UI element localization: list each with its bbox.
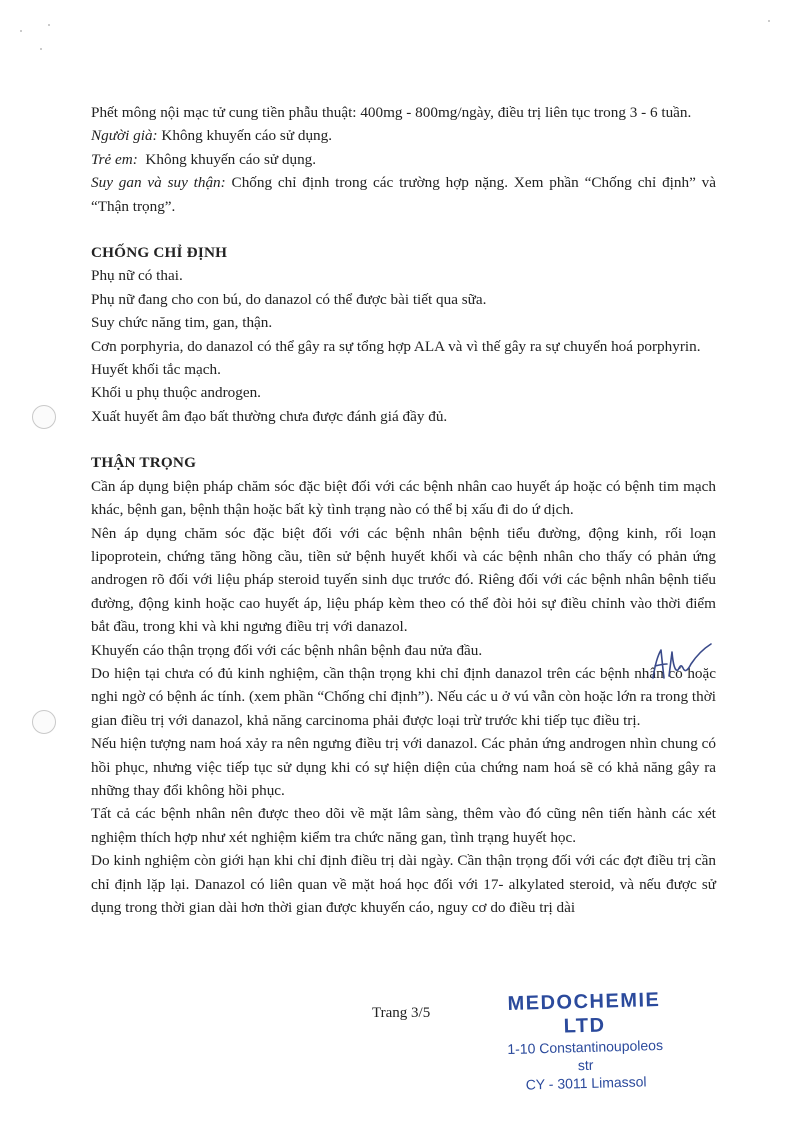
precaution-paragraph: Nếu hiện tượng nam hoá xảy ra nên ngưng điều trị với danazol. Các phản ứng androgen nhìn chung có hồi phục, nhưng việc tiếp tục sử dụng khi có sự hiện diện của chứng nam hoá sẽ có khả năng gây ra những thay đổi không hồi phục. [91, 735, 716, 799]
children-dosage [91, 148, 716, 171]
contraindication-item: Huyết khối tắc mạch. [91, 361, 221, 379]
liver-kidney-dosage [91, 171, 716, 218]
contraindication-item: Cơn porphyria, do danazol có thể gây ra sự tổng hợp ALA và vì thế gây ra sự chuyển hoá porphyrin. [91, 337, 701, 355]
contraindication-item: Suy chức năng tim, gan, thận. [91, 314, 273, 332]
elderly-text: Không khuyến cáo sử dụng. [157, 127, 333, 145]
company-stamp [499, 988, 672, 1094]
precaution-paragraph: Do kinh nghiệm còn giới hạn khi chỉ định điều trị dài ngày. Cần thận trọng đối với các đợt điều trị cần chỉ định lặp lại. Danazol có liên quan về mặt hoá học đối với 17- alkylated steroid, và nếu được sử dụng trong thời gian dài hơn thời gian được khuyến cáo, nguy cơ do điều trị dài [91, 852, 716, 916]
dosage-line: Phết mông nội mạc tử cung tiền phẫu thuật: 400mg - 800mg/ngày, điều trị liên tục trong 3 - 6 tuần. [91, 104, 692, 121]
precaution-paragraph: Do hiện tại chưa có đủ kinh nghiệm, cần thận trọng khi chỉ định danazol trên các bệnh nhân có hoặc nghi ngờ có bệnh ác tính. (xem phần “Chống chỉ định”). Nếu các u ở vú vẫn còn hoặc lớn ra trong thời gian điều trị với danazol, khả năng carcinoma phải được loại trừ trước khi tiếp tục điều trị. [91, 664, 716, 729]
contraindication-item: Phụ nữ có thai. [91, 267, 183, 285]
scan-speck [48, 24, 50, 26]
contraindication-item: Xuất huyết âm đạo bất thường chưa được đánh giá đầy đủ. [91, 407, 448, 425]
stamp-address-line1: 1-10 Constantinoupoleos str [507, 1036, 664, 1074]
document-body [91, 101, 716, 919]
liver-label: Suy gan và suy thận: [91, 174, 226, 192]
precaution-paragraph: Nên áp dụng chăm sóc đặc biệt đối với các bệnh nhân bệnh tiểu đường, động kinh, rối loạn lipoprotein, chứng tăng hồng cầu, tiền sử bệnh huyết khối và các bệnh nhân cho thấy có phản ứng androgen rõ đối với liệu pháp steroid tuyến sinh dục trước đó. Riêng đối với các bệnh nhân bệnh tiểu đường, động kinh hoặc cao huyết áp, liệu pháp kèm theo có thể đòi hỏi sự điều chỉnh vào thời điểm bắt đầu, trong khi và khi ngưng điều trị với danazol. [91, 524, 716, 636]
precautions-heading: THẬN TRỌNG [91, 454, 197, 472]
precaution-paragraph: Tất cả các bệnh nhân nên được theo dõi về mặt lâm sàng, thêm vào đó cũng nên tiến hành các xét nghiệm thích hợp như xét nghiệm kiểm tra chức năng gan, tình trạng huyết học. [91, 805, 716, 846]
punch-hole-bottom [32, 710, 56, 734]
contraindication-item: Phụ nữ đang cho con bú, do danazol có thể được bài tiết qua sữa. [91, 290, 487, 308]
contraindication-item: Khối u phụ thuộc androgen. [91, 384, 261, 402]
contraindications-heading: CHỐNG CHỈ ĐỊNH [91, 244, 228, 262]
scan-speck [40, 48, 42, 50]
handwritten-signature [645, 640, 715, 685]
scan-speck [20, 30, 22, 32]
punch-hole-top [32, 405, 56, 429]
children-label: Trẻ em: [91, 150, 138, 168]
elderly-label: Người già: [91, 127, 158, 145]
page-number: Trang 3/5 [372, 1005, 431, 1021]
children-text: Không khuyến cáo sử dụng. [137, 150, 317, 168]
liver-text: Chống chỉ định trong các trường hợp nặng. Xem phần “Chống chỉ định” và “Thận trọng”. [91, 174, 716, 215]
precaution-paragraph: Khuyến cáo thận trọng đối với các bệnh nhân bệnh đau nửa đầu. [91, 641, 483, 659]
stamp-company-name: MEDOCHEMIE LTD [507, 989, 661, 1038]
scan-speck [768, 20, 770, 22]
elderly-dosage [91, 124, 716, 147]
stamp-address-line2: CY - 3011 Limassol [525, 1073, 647, 1093]
precaution-paragraph: Cần áp dụng biện pháp chăm sóc đặc biệt đối với các bệnh nhân cao huyết áp hoặc có bệnh tim mạch khác, bệnh gan, bệnh thận hoặc bất kỳ tình trạng nào có thể bị xấu đi do ứ dịch. [91, 477, 716, 519]
